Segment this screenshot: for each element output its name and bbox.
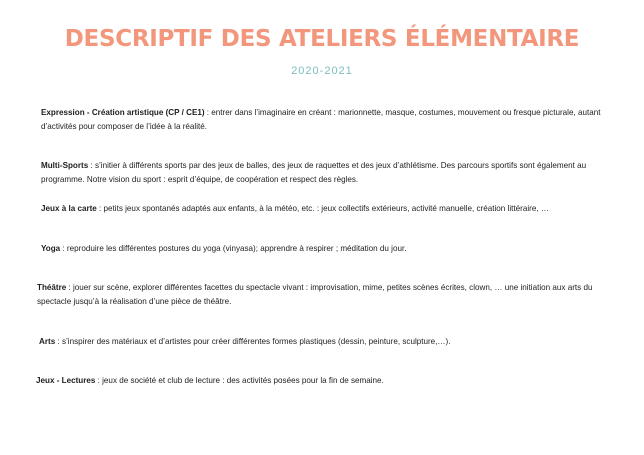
atelier-name: Expression - Création artistique (CP / CE1) xyxy=(41,108,205,117)
atelier-multi-sports xyxy=(41,159,611,186)
atelier-description: : s’inspirer des matériaux et d’artistes pour créer différentes formes plastiques (dessin, peinture, sculpture,…). xyxy=(55,337,451,346)
atelier-yoga xyxy=(41,242,611,256)
atelier-theatre xyxy=(37,281,617,308)
atelier-description: : petits jeux spontanés adaptés aux enfants, à la météo, etc. : jeux collectifs extérieurs, activité manuelle, création littéraire, … xyxy=(96,204,549,213)
atelier-description: : reproduire les différentes postures du yoga (vinyasa); apprendre à respirer ; méditation du jour. xyxy=(60,244,407,253)
atelier-description: : s’initier à différents sports par des jeux de balles, des jeux de raquettes et des jeux d’athlétisme. Des parcours sportifs sont également au programme. Notre vision du sport : esprit d’équipe, de coopération et respect des règles. xyxy=(41,161,587,184)
atelier-arts xyxy=(39,335,609,349)
atelier-name: Multi-Sports xyxy=(41,161,89,170)
atelier-name: Jeux - Lectures xyxy=(36,376,96,385)
atelier-name: Jeux à la carte xyxy=(41,204,97,213)
atelier-jeux-a-la-carte xyxy=(41,202,581,216)
atelier-description: : entrer dans l’imaginaire en créant : marionnette, masque, costumes, mouvement ou fresque picturale, autant d’activités pour composer de l’idée à la réalité. xyxy=(41,108,601,131)
atelier-description: : jouer sur scène, explorer différentes facettes du spectacle vivant : improvisation, mime, petites scènes écrites, clown, … une initiation aux arts du spectacle jusqu’à la réalisation d’une pièce de théâtre. xyxy=(37,283,593,306)
atelier-description: : jeux de société et club de lecture : des activités posées pour la fin de semaine. xyxy=(95,376,384,385)
school-year: 2020-2021 xyxy=(291,65,353,77)
page-title: DESCRIPTIF DES ATELIERS ÉLÉMENTAIRE xyxy=(64,26,580,52)
atelier-name: Arts xyxy=(39,337,56,346)
atelier-name: Théâtre xyxy=(37,283,67,292)
atelier-name: Yoga xyxy=(41,244,61,253)
atelier-expression xyxy=(41,106,611,133)
atelier-jeux-lectures xyxy=(36,374,606,388)
